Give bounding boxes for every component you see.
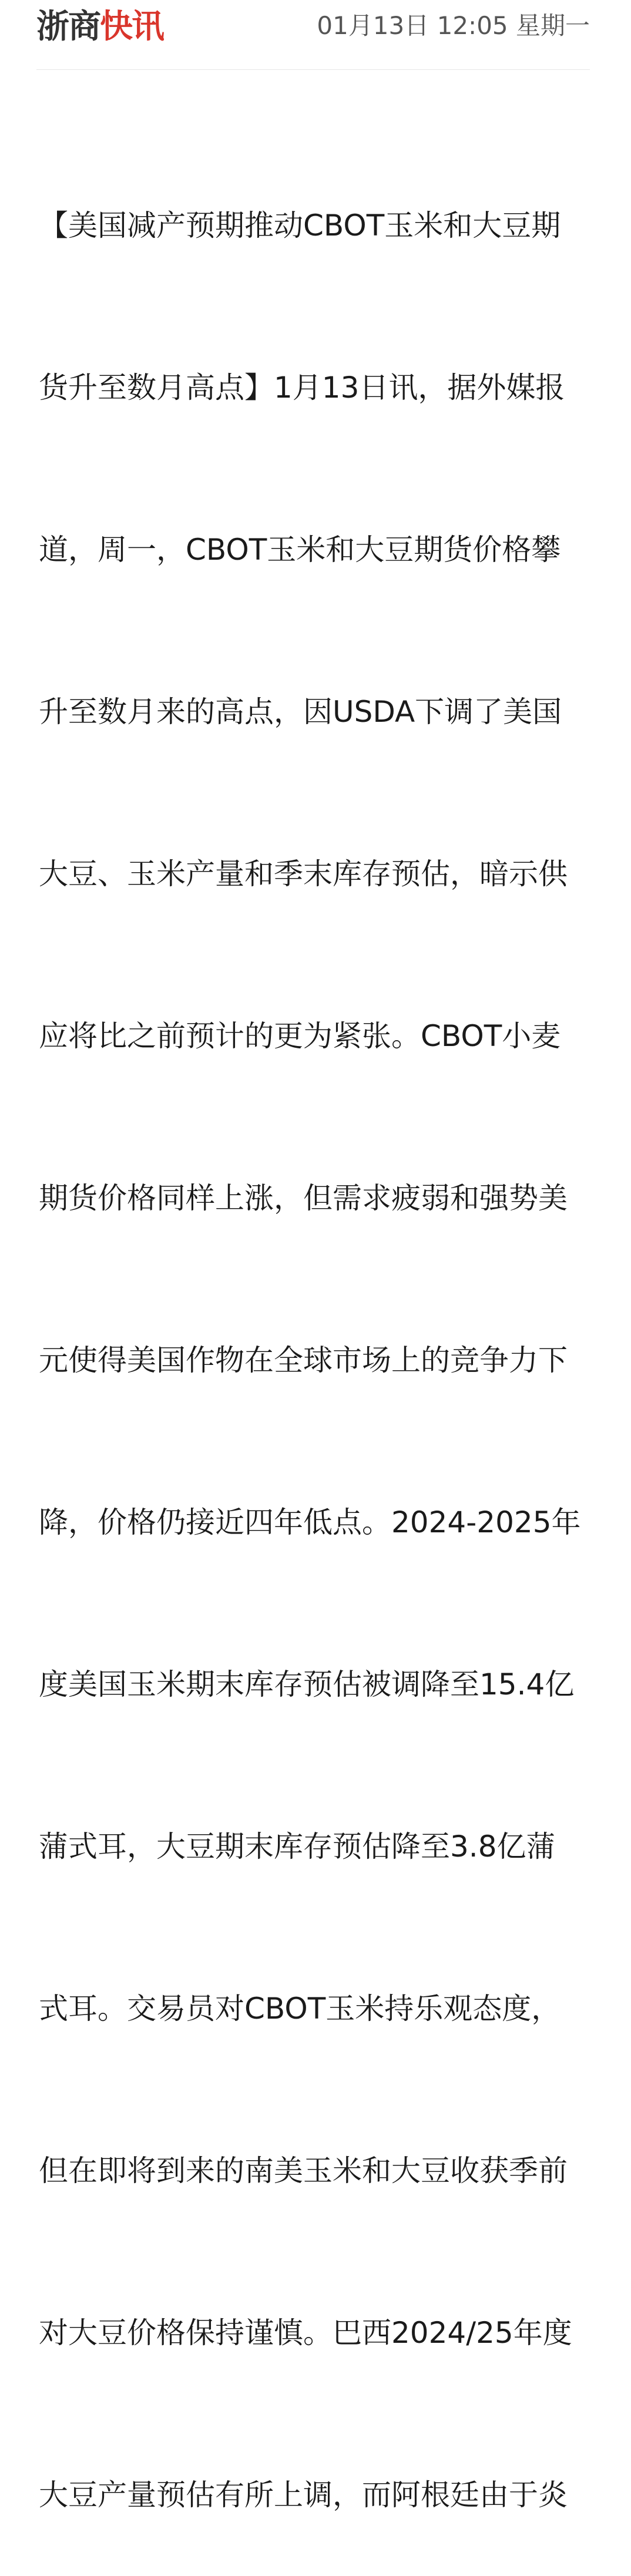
article-line: 元使得美国作物在全球市场上的竞争力下 — [39, 1343, 568, 1377]
article-line: 期货价格同样上涨，但需求疲弱和强势美 — [39, 1181, 568, 1215]
article-line: 降，价格仍接近四年低点。2024-2025年 — [39, 1505, 581, 1539]
article-line: 道，周一，CBOT玉米和大豆期货价格攀 — [39, 533, 561, 567]
article-body — [39, 90, 588, 2576]
article-line: 升至数月来的高点，因USDA下调了美国 — [39, 695, 562, 729]
article-line: 对大豆价格保持谨慎。巴西2024/25年度 — [39, 2316, 572, 2350]
article-line: 货升至数月高点】1月13日讯，据外媒报 — [39, 371, 565, 405]
article-line: 但在即将到来的南美玉米和大豆收获季前 — [39, 2154, 568, 2188]
article-line: 度美国玉米期末库存预估被调降至15.4亿 — [39, 1667, 575, 1701]
article-line: 式耳。交易员对CBOT玉米持乐观态度， — [39, 1992, 561, 2026]
article-line: 【美国减产预期推动CBOT玉米和大豆期 — [39, 208, 561, 243]
news-header — [36, 0, 590, 70]
article-line: 蒲式耳，大豆期末库存预估降至3.8亿蒲 — [39, 1830, 556, 1864]
brand-name-part2: 快讯 — [100, 7, 163, 46]
publish-timestamp: 01月13日 12:05 星期一 — [317, 11, 590, 40]
brand-logo — [36, 6, 163, 47]
article-line: 大豆、玉米产量和季末库存预估，暗示供 — [39, 857, 568, 891]
brand-name-part1: 浙商 — [36, 7, 100, 46]
article-line: 应将比之前预计的更为紧张。CBOT小麦 — [39, 1019, 561, 1053]
article-line: 大豆产量预估有所上调，而阿根廷由于炎 — [39, 2478, 568, 2512]
